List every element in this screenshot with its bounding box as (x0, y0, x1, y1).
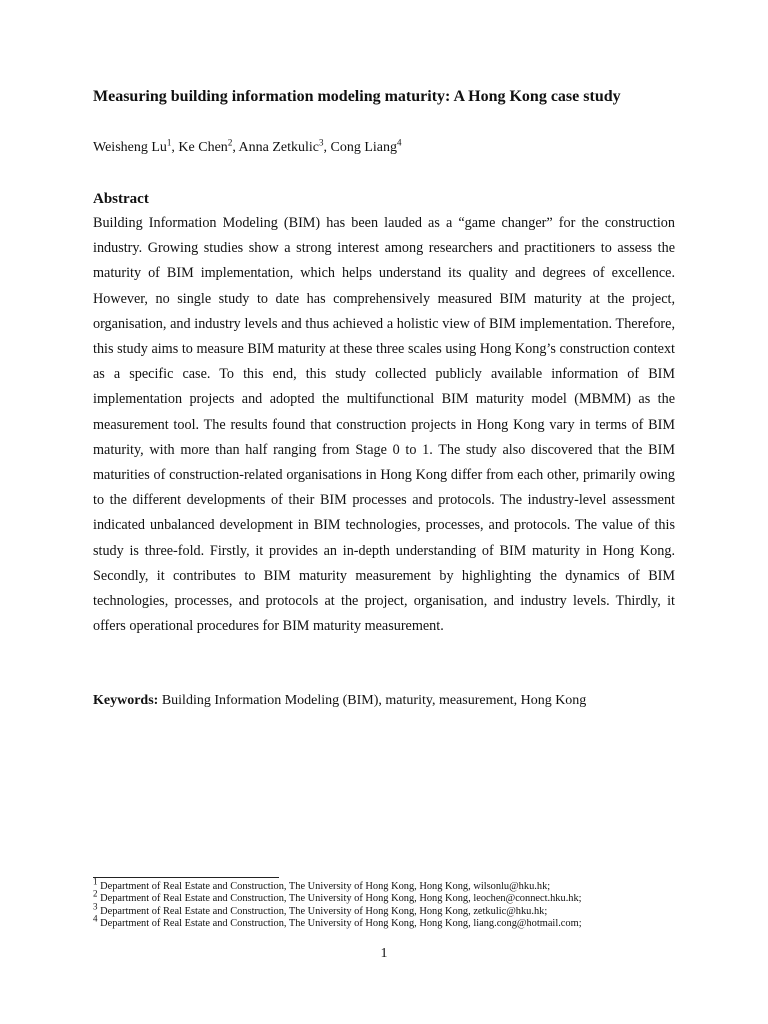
author-name: Ke Chen (178, 140, 228, 155)
keywords-line (93, 690, 693, 712)
footnote-mark: 4 (93, 913, 98, 924)
author-separator: , (323, 140, 331, 155)
footnote-text: Department of Real Estate and Construction, The University of Hong Kong, Hong Kong, zetkulic@hku.hk; (97, 905, 548, 917)
footnote-mark: 3 (93, 901, 98, 912)
footnote (93, 913, 693, 930)
footnote (93, 901, 693, 918)
footnote-text: Department of Real Estate and Construction, The University of Hong Kong, Hong Kong, liang.cong@hotmail.com; (97, 918, 582, 930)
footnote-text: Department of Real Estate and Construction, The University of Hong Kong, Hong Kong, leochen@connect.hku.hk; (97, 893, 582, 905)
footnote-divider (93, 877, 279, 878)
footnote-mark: 2 (93, 888, 98, 899)
footnote (93, 888, 693, 905)
paper-title: Measuring building information modeling maturity: A Hong Kong case study (93, 88, 621, 105)
author-affiliation-mark: 2 (227, 137, 233, 148)
keywords-label: Keywords: (93, 693, 159, 708)
author-affiliation-mark: 3 (319, 137, 324, 148)
page-number: 1 (380, 946, 388, 961)
footnote (93, 876, 693, 893)
author-name: Anna Zetkulic (238, 140, 320, 155)
author-name: Cong Liang (330, 140, 398, 155)
abstract-heading: Abstract (93, 191, 149, 207)
author-separator: , (171, 140, 179, 155)
abstract-body: Building Information Modeling (BIM) has been lauded as a “game changer” for the construction industry. Growing studies show a strong interest among researchers and practitioners to assess the maturity of BIM implementation, which helps understand its quality and degrees of excellence. However, no single study to date has comprehensively measured BIM maturity at the project, organisation, and industry levels and thus achieved a holistic view of BIM implementation. Therefore, this study aims to measure BIM maturity at these three scales using Hong Kong’s construction context as a specific case. To this end, this study collected publicly available information of BIM implementation projects and adopted the multifunctional BIM maturity model (MBMM) as the measurement tool. The results found that construction projects in Hong Kong vary in terms of BIM maturity, with more than half ranging from Stage 0 to 1. The study also discovered that the BIM maturities of construction-related organisations in Hong Kong differ from each other, primarily owing to the different developments of their BIM processes and protocols. The industry-level assessment indicated unbalanced development in BIM technologies, processes, and protocols. The value of this study is three-fold. Firstly, it provides an in-depth understanding of BIM maturity in Hong Kong. Secondly, it contributes to BIM maturity measurement by highlighting the dynamics of BIM technologies, processes, and protocols at the project, organisation, and industry levels. Thirdly, it offers operational procedures for BIM maturity measurement. (93, 215, 675, 635)
keywords-text: Building Information Modeling (BIM), maturity, measurement, Hong Kong (158, 693, 587, 708)
author-affiliation-mark: 4 (397, 137, 402, 148)
author-list (93, 138, 693, 158)
footnote-mark: 1 (93, 876, 98, 887)
author-affiliation-mark: 1 (166, 137, 172, 148)
author-separator: , (232, 140, 239, 155)
author-name: Weisheng Lu (93, 140, 167, 155)
footnote-text: Department of Real Estate and Construction, The University of Hong Kong, Hong Kong, wilsonlu@hku.hk; (97, 881, 551, 892)
footnotes (93, 876, 693, 931)
